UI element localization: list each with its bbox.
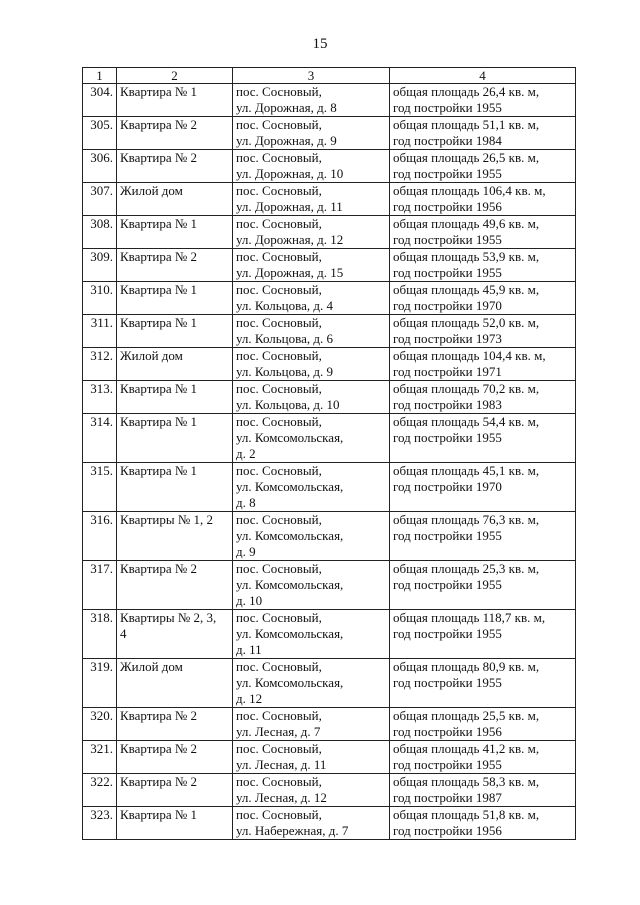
object-address-line: д. 8 xyxy=(236,495,256,510)
object-type-line: Квартира № 2 xyxy=(120,150,198,165)
object-description-line: год постройки 1955 xyxy=(393,232,502,247)
object-type xyxy=(117,414,233,463)
object-description-line: год постройки 1955 xyxy=(393,675,502,690)
object-address-line: пос. Сосновый, xyxy=(236,84,322,99)
row-number: 310. xyxy=(83,282,117,315)
table-row xyxy=(83,512,576,561)
object-address xyxy=(233,183,390,216)
object-address-line: ул. Кольцова, д. 4 xyxy=(236,298,333,313)
object-description-line: год постройки 1955 xyxy=(393,166,502,181)
object-type xyxy=(117,150,233,183)
object-description-line: общая площадь 25,5 кв. м, xyxy=(393,708,540,723)
table-row xyxy=(83,84,576,117)
object-description-line: общая площадь 45,9 кв. м, xyxy=(393,282,540,297)
object-description-line: год постройки 1955 xyxy=(393,430,502,445)
object-address xyxy=(233,150,390,183)
object-address-line: ул. Комсомольская, xyxy=(236,528,344,543)
object-description-line: общая площадь 25,3 кв. м, xyxy=(393,561,540,576)
object-address-line: пос. Сосновый, xyxy=(236,282,322,297)
row-number: 315. xyxy=(83,463,117,512)
page-number: 15 xyxy=(312,36,328,52)
row-number: 317. xyxy=(83,561,117,610)
object-description xyxy=(390,117,576,150)
object-address xyxy=(233,249,390,282)
object-address xyxy=(233,561,390,610)
object-address-line: пос. Сосновый, xyxy=(236,463,322,478)
object-description xyxy=(390,512,576,561)
row-number: 319. xyxy=(83,659,117,708)
object-type-line: Квартира № 1 xyxy=(120,216,198,231)
object-description-line: год постройки 1956 xyxy=(393,199,502,214)
object-type-line: Квартира № 1 xyxy=(120,463,198,478)
object-address-line: пос. Сосновый, xyxy=(236,659,322,674)
row-number: 318. xyxy=(83,610,117,659)
object-type-line: Жилой дом xyxy=(120,348,183,363)
table-row xyxy=(83,216,576,249)
object-description xyxy=(390,381,576,414)
object-type xyxy=(117,741,233,774)
object-type-line: Квартира № 2 xyxy=(120,774,198,789)
object-description-line: год постройки 1955 xyxy=(393,528,502,543)
object-description-line: год постройки 1955 xyxy=(393,100,502,115)
object-description-line: год постройки 1955 xyxy=(393,626,502,641)
object-type xyxy=(117,512,233,561)
object-address xyxy=(233,659,390,708)
object-description-line: общая площадь 118,7 кв. м, xyxy=(393,610,546,625)
object-description-line: год постройки 1987 xyxy=(393,790,502,805)
object-address-line: пос. Сосновый, xyxy=(236,512,322,527)
object-address-line: ул. Набережная, д. 7 xyxy=(236,823,349,838)
object-description-line: год постройки 1971 xyxy=(393,364,502,379)
column-header-2: 2 xyxy=(117,68,233,84)
object-description-line: год постройки 1956 xyxy=(393,823,502,838)
row-number: 309. xyxy=(83,249,117,282)
object-description xyxy=(390,708,576,741)
object-description xyxy=(390,249,576,282)
object-description xyxy=(390,414,576,463)
object-type xyxy=(117,348,233,381)
object-type-line: Квартира № 1 xyxy=(120,414,198,429)
object-address xyxy=(233,216,390,249)
object-address-line: пос. Сосновый, xyxy=(236,216,322,231)
object-address-line: пос. Сосновый, xyxy=(236,348,322,363)
object-type-line: Квартира № 2 xyxy=(120,741,198,756)
object-description-line: общая площадь 26,5 кв. м, xyxy=(393,150,540,165)
object-description-line: общая площадь 45,1 кв. м, xyxy=(393,463,540,478)
object-address-line: пос. Сосновый, xyxy=(236,741,322,756)
table-row xyxy=(83,708,576,741)
row-number: 305. xyxy=(83,117,117,150)
row-number: 307. xyxy=(83,183,117,216)
object-description-line: общая площадь 54,4 кв. м, xyxy=(393,414,540,429)
object-description-line: год постройки 1955 xyxy=(393,265,502,280)
object-description xyxy=(390,741,576,774)
row-number: 320. xyxy=(83,708,117,741)
object-address-line: ул. Дорожная, д. 9 xyxy=(236,133,337,148)
object-description xyxy=(390,561,576,610)
object-description-line: общая площадь 70,2 кв. м, xyxy=(393,381,540,396)
object-address xyxy=(233,414,390,463)
object-description-line: год постройки 1955 xyxy=(393,757,502,772)
table-row xyxy=(83,610,576,659)
object-type xyxy=(117,216,233,249)
object-type-line: Жилой дом xyxy=(120,183,183,198)
object-address xyxy=(233,610,390,659)
object-address xyxy=(233,315,390,348)
object-address xyxy=(233,381,390,414)
object-description xyxy=(390,807,576,840)
object-address-line: ул. Комсомольская, xyxy=(236,479,344,494)
table-body xyxy=(83,84,576,840)
object-address-line: пос. Сосновый, xyxy=(236,183,322,198)
object-address-line: ул. Комсомольская, xyxy=(236,430,344,445)
table-row xyxy=(83,659,576,708)
object-address-line: д. 2 xyxy=(236,446,256,461)
object-description-line: год постройки 1955 xyxy=(393,577,502,592)
object-type-line: Квартиры № 1, 2 xyxy=(120,512,214,527)
object-description-line: общая площадь 53,9 кв. м, xyxy=(393,249,540,264)
object-description-line: год постройки 1970 xyxy=(393,298,502,313)
table-row xyxy=(83,561,576,610)
table-row xyxy=(83,414,576,463)
object-description xyxy=(390,610,576,659)
object-type xyxy=(117,183,233,216)
table-row xyxy=(83,741,576,774)
column-header-4: 4 xyxy=(390,68,576,84)
object-address-line: ул. Комсомольская, xyxy=(236,626,344,641)
object-description-line: общая площадь 76,3 кв. м, xyxy=(393,512,540,527)
object-address-line: ул. Дорожная, д. 15 xyxy=(236,265,344,280)
object-description xyxy=(390,216,576,249)
object-address-line: пос. Сосновый, xyxy=(236,381,322,396)
object-type-line: Квартира № 1 xyxy=(120,381,198,396)
object-address-line: д. 10 xyxy=(236,593,263,608)
object-address-line: пос. Сосновый, xyxy=(236,807,322,822)
object-address-line: пос. Сосновый, xyxy=(236,414,322,429)
object-address xyxy=(233,463,390,512)
object-address-line: ул. Кольцова, д. 6 xyxy=(236,331,333,346)
object-address xyxy=(233,117,390,150)
object-address-line: ул. Кольцова, д. 9 xyxy=(236,364,333,379)
object-type-line: Жилой дом xyxy=(120,659,183,674)
table-row xyxy=(83,348,576,381)
table-row xyxy=(83,381,576,414)
object-type xyxy=(117,561,233,610)
object-type-line: Квартира № 2 xyxy=(120,249,198,264)
object-address-line: ул. Дорожная, д. 10 xyxy=(236,166,344,181)
object-description-line: общая площадь 80,9 кв. м, xyxy=(393,659,540,674)
object-type xyxy=(117,315,233,348)
object-address-line: пос. Сосновый, xyxy=(236,774,322,789)
object-type xyxy=(117,610,233,659)
row-number: 323. xyxy=(83,807,117,840)
object-type xyxy=(117,381,233,414)
property-table xyxy=(82,67,576,840)
table-row xyxy=(83,315,576,348)
table-row xyxy=(83,807,576,840)
object-type-line: Квартира № 1 xyxy=(120,84,198,99)
object-address-line: пос. Сосновый, xyxy=(236,249,322,264)
object-description xyxy=(390,659,576,708)
object-type xyxy=(117,282,233,315)
header-row xyxy=(83,68,576,84)
object-address-line: ул. Дорожная, д. 11 xyxy=(236,199,343,214)
object-description xyxy=(390,774,576,807)
object-description-line: год постройки 1973 xyxy=(393,331,502,346)
object-type xyxy=(117,807,233,840)
row-number: 312. xyxy=(83,348,117,381)
object-address-line: ул. Лесная, д. 12 xyxy=(236,790,327,805)
object-description-line: общая площадь 58,3 кв. м, xyxy=(393,774,540,789)
table-row xyxy=(83,150,576,183)
object-type-line: Квартира № 2 xyxy=(120,561,198,576)
object-address xyxy=(233,807,390,840)
object-type-line: Квартира № 1 xyxy=(120,282,198,297)
object-address-line: д. 12 xyxy=(236,691,263,706)
object-address-line: ул. Дорожная, д. 12 xyxy=(236,232,344,247)
object-address-line: ул. Комсомольская, xyxy=(236,577,344,592)
table-row xyxy=(83,282,576,315)
object-description xyxy=(390,150,576,183)
object-address-line: пос. Сосновый, xyxy=(236,610,322,625)
object-description-line: общая площадь 26,4 кв. м, xyxy=(393,84,540,99)
object-address-line: ул. Комсомольская, xyxy=(236,675,344,690)
object-address xyxy=(233,774,390,807)
row-number: 314. xyxy=(83,414,117,463)
object-address xyxy=(233,741,390,774)
table-row xyxy=(83,249,576,282)
table-row xyxy=(83,183,576,216)
object-description xyxy=(390,183,576,216)
row-number: 321. xyxy=(83,741,117,774)
object-type xyxy=(117,774,233,807)
table-row xyxy=(83,463,576,512)
object-address-line: пос. Сосновый, xyxy=(236,150,322,165)
object-address-line: пос. Сосновый, xyxy=(236,117,322,132)
object-type xyxy=(117,84,233,117)
object-type xyxy=(117,659,233,708)
object-type xyxy=(117,463,233,512)
object-address-line: ул. Дорожная, д. 8 xyxy=(236,100,337,115)
row-number: 322. xyxy=(83,774,117,807)
object-address xyxy=(233,84,390,117)
row-number: 304. xyxy=(83,84,117,117)
object-type-line: Квартира № 2 xyxy=(120,117,198,132)
object-address xyxy=(233,708,390,741)
object-address xyxy=(233,512,390,561)
object-description xyxy=(390,282,576,315)
row-number: 308. xyxy=(83,216,117,249)
object-address-line: пос. Сосновый, xyxy=(236,315,322,330)
object-description-line: год постройки 1983 xyxy=(393,397,502,412)
object-description xyxy=(390,463,576,512)
object-description-line: общая площадь 51,1 кв. м, xyxy=(393,117,540,132)
object-type-line: 4 xyxy=(120,626,127,641)
object-description-line: год постройки 1984 xyxy=(393,133,502,148)
object-type xyxy=(117,249,233,282)
object-description-line: общая площадь 49,6 кв. м, xyxy=(393,216,540,231)
object-description-line: общая площадь 51,8 кв. м, xyxy=(393,807,540,822)
object-type xyxy=(117,117,233,150)
object-description xyxy=(390,348,576,381)
object-type-line: Квартира № 1 xyxy=(120,807,198,822)
object-description-line: общая площадь 41,2 кв. м, xyxy=(393,741,540,756)
object-description xyxy=(390,315,576,348)
table-row xyxy=(83,774,576,807)
column-header-3: 3 xyxy=(233,68,390,84)
object-address-line: пос. Сосновый, xyxy=(236,708,322,723)
object-address-line: ул. Лесная, д. 11 xyxy=(236,757,327,772)
object-type-line: Квартира № 2 xyxy=(120,708,198,723)
object-address xyxy=(233,282,390,315)
row-number: 311. xyxy=(83,315,117,348)
table-header xyxy=(83,68,576,84)
object-address-line: пос. Сосновый, xyxy=(236,561,322,576)
object-address-line: ул. Лесная, д. 7 xyxy=(236,724,321,739)
row-number: 316. xyxy=(83,512,117,561)
object-description xyxy=(390,84,576,117)
row-number: 306. xyxy=(83,150,117,183)
object-address xyxy=(233,348,390,381)
object-description-line: общая площадь 52,0 кв. м, xyxy=(393,315,540,330)
object-address-line: ул. Кольцова, д. 10 xyxy=(236,397,340,412)
object-description-line: год постройки 1956 xyxy=(393,724,502,739)
object-address-line: д. 9 xyxy=(236,544,256,559)
object-type xyxy=(117,708,233,741)
object-type-line: Квартира № 1 xyxy=(120,315,198,330)
row-number: 313. xyxy=(83,381,117,414)
object-type-line: Квартиры № 2, 3, xyxy=(120,610,217,625)
object-address-line: д. 11 xyxy=(236,642,262,657)
object-description-line: год постройки 1970 xyxy=(393,479,502,494)
object-description-line: общая площадь 106,4 кв. м, xyxy=(393,183,546,198)
table-row xyxy=(83,117,576,150)
column-header-1: 1 xyxy=(83,68,117,84)
object-description-line: общая площадь 104,4 кв. м, xyxy=(393,348,546,363)
